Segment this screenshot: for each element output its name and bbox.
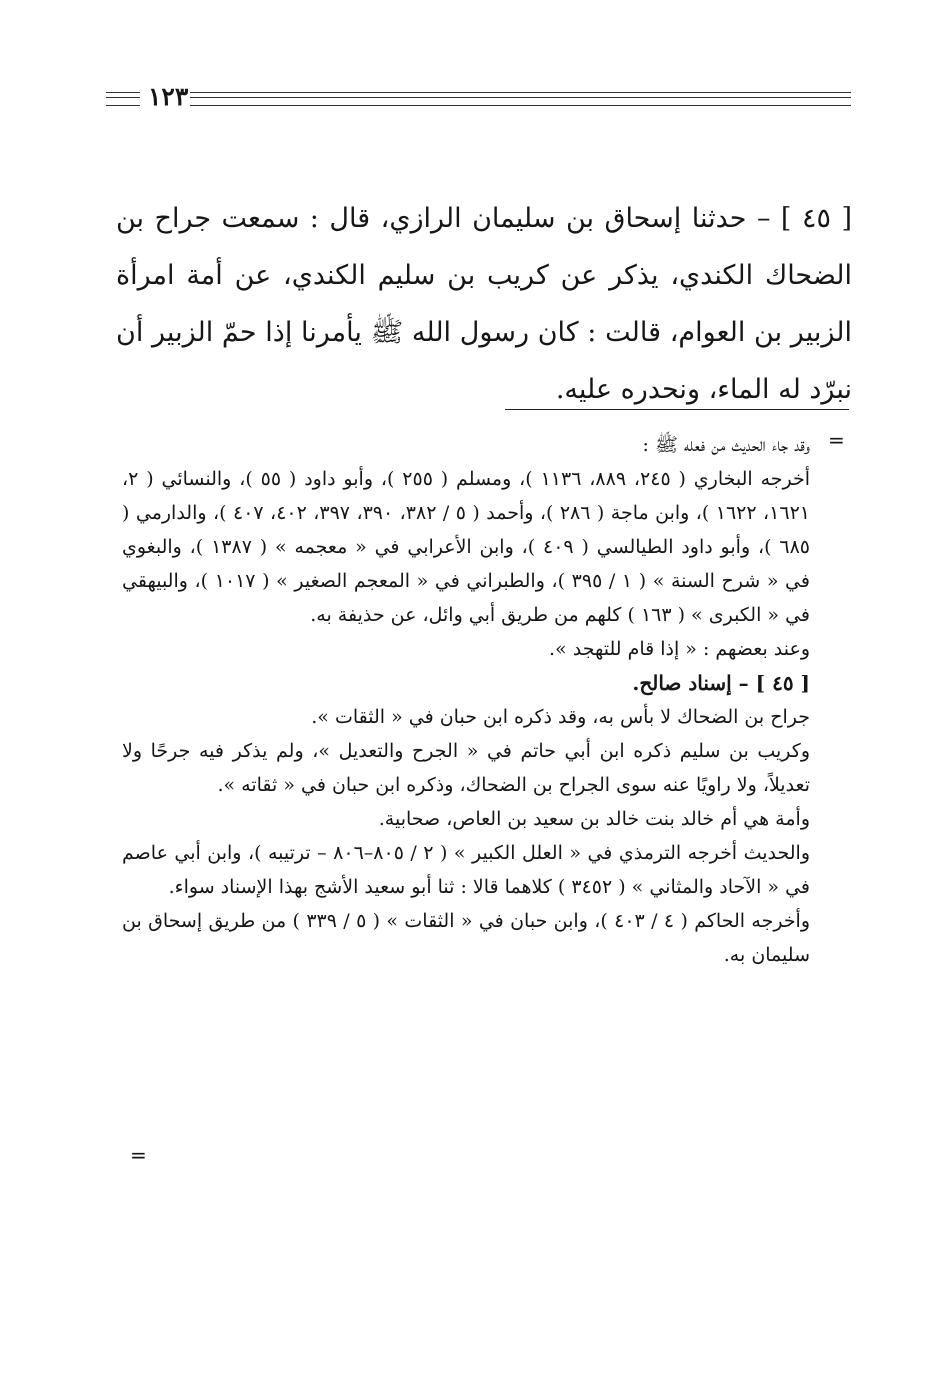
- section-paragraph: والحديث أخرجه الترمذي في « العلل الكبير » ( ٢ / ٨٠٥–٨٠٦ – ترتيبه )، وابن أبي عاصم في « الآحاد والمثاني » ( ٣٤٥٢ ) كلاهما قالا : ثنا أبو سعيد الأشج بهذا الإسناد سواء.: [122, 842, 810, 898]
- continuation-marker-bottom: =: [130, 1143, 147, 1167]
- section-paragraph: جراح بن الضحاك لا بأس به، وقد ذكره ابن حبان في « الثقات ».: [311, 706, 810, 728]
- section-paragraph: وكريب بن سليم ذكره ابن أبي حاتم في « الجرح والتعديل »، ولم يذكر فيه جرحًا ولا تعديلاً، ولا راويًا عنه سوى الجراح بن الضحاك، وذكره ابن حبان في « ثقاته ».: [122, 740, 810, 796]
- hadith-text: [116, 190, 852, 418]
- hadith-paragraph: [ ٤٥ ] – حدثنا إسحاق بن سليمان الرازي، قال : سمعت جراح بن الضحاك الكندي، يذكر عن كريب بن سليم الكندي، عن أمة امرأة الزبير بن العوام، قالت : كان رسول الله ﷺ يأمرنا إذا حمّ الزبير أن نبرّد له الماء، ونحدره عليه.: [116, 203, 852, 405]
- footnote-divider: [505, 409, 849, 410]
- footnote-intro: وقد جاء الحديث من فعله ﷺ :: [642, 434, 810, 456]
- section-paragraph: وأمة هي أم خالد بنت خالد بن سعيد بن العاص، صحابية.: [378, 808, 810, 830]
- header-rule-left: [106, 92, 140, 106]
- footnote-variant: وعند بعضهم : « إذا قام للتهجد ».: [549, 638, 810, 660]
- section-paragraph: وأخرجه الحاكم ( ٤ / ٤٠٣ )، وابن حبان في « الثقات » ( ٥ / ٣٣٩ ) من طريق إسحاق بن سليمان به.: [122, 910, 811, 966]
- continuation-marker-top: =: [828, 428, 845, 452]
- footnotes: [122, 428, 810, 972]
- page-number: ١٢٣: [144, 82, 192, 112]
- page-header: [106, 82, 851, 112]
- section-heading: [ ٤٥ ] – إسناد صالح.: [632, 671, 810, 695]
- header-rule-right: [190, 92, 851, 106]
- footnote-takhrij: أخرجه البخاري ( ٢٤٥، ٨٨٩، ١١٣٦ )، ومسلم ( ٢٥٥ )، وأبو داود ( ٥٥ )، والنسائي ( ٢، ١٦٢١، ١٦٢٢ )، وابن ماجة ( ٢٨٦ )، وأحمد ( ٥ / ٣٨٢، ٣٩٠، ٣٩٧، ٤٠٢، ٤٠٧ )، والدارمي ( ٦٨٥ )، وأبو داود الطيالسي ( ٤٠٩ )، وابن الأعرابي في « معجمه » ( ١٣٨٧ )، والبغوي في « شرح السنة » ( ١ / ٣٩٥ )، والطبراني في « المعجم الصغير » ( ١٠١٧ )، والبيهقي في « الكبرى » ( ١٦٣ ) كلهم من طريق أبي وائل، عن حذيفة به.: [122, 468, 811, 626]
